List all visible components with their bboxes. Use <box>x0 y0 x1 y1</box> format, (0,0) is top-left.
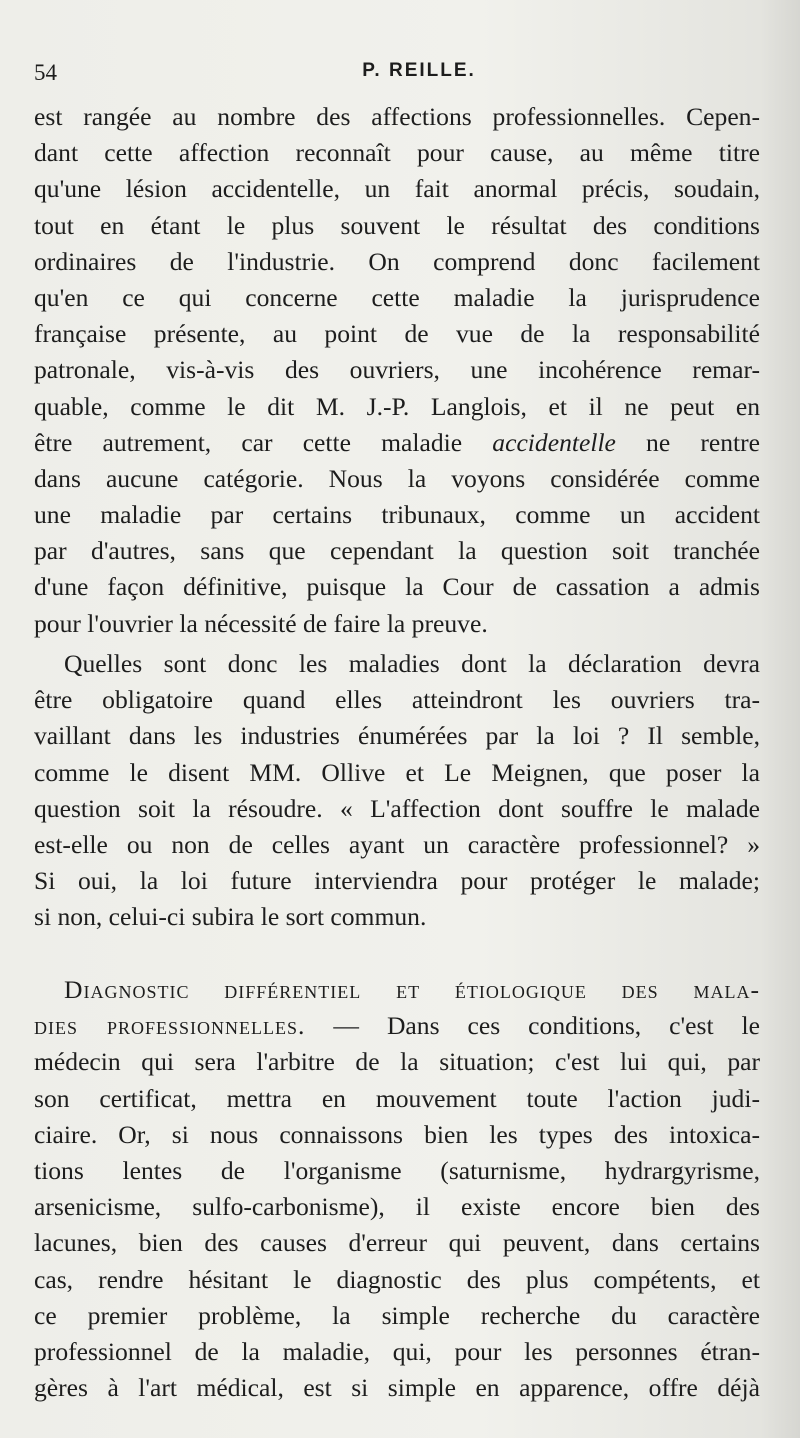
text-line: dant cette affection reconnaît pour cause, au même titre <box>34 138 760 168</box>
text-line: pour l'ouvrier la nécessité de faire la preuve. <box>34 608 488 638</box>
text-segment: être autrement, car cette maladie <box>34 427 463 457</box>
text-line: ordinaires de l'industrie. On comprend donc facilement <box>34 246 760 276</box>
text-line: tions lentes de l'organisme (saturnisme, hydrargyrisme, <box>34 1155 760 1185</box>
text-line-mixed <box>34 425 760 461</box>
section-heading: Diagnostic différentiel et étiologique des mala- <box>64 975 760 1004</box>
text-line: professionnel de la maladie, qui, pour les personnes étran- <box>34 1336 760 1366</box>
text-line: vaillant dans les industries énumérées par la loi ? Il semble, <box>34 721 760 751</box>
paragraph-1 <box>34 99 760 642</box>
section-heading-cont: dies professionnelles. <box>34 1011 306 1041</box>
text-line: tout en étant le plus souvent le résultat des conditions <box>34 210 760 240</box>
text-line: Si oui, la loi future interviendra pour protéger le malade; <box>34 866 760 896</box>
text-line: ce premier problème, la simple recherche du caractère <box>34 1300 760 1330</box>
text-line: gères à l'art médical, est si simple en apparence, offre déjà <box>34 1373 760 1403</box>
text-line: comme le disent MM. Ollive et Le Meignen, que poser la <box>34 757 760 787</box>
italic-term: accidentelle <box>492 427 616 457</box>
text-line: est-elle ou non de celles ayant un caractère professionnel? » <box>34 829 760 859</box>
text-line: lacunes, bien des causes d'erreur qui peuvent, dans certains <box>34 1228 760 1258</box>
page-number: 54 <box>34 60 57 85</box>
text-line: si non, celui-ci subira le sort commun. <box>34 902 427 932</box>
text-line: question soit la résoudre. « L'affection dont souffre le malade <box>34 793 760 823</box>
text-line: est rangée au nombre des affections professionnelles. Cepen- <box>34 102 760 131</box>
paragraph-2 <box>34 646 760 936</box>
text-line: dans aucune catégorie. Nous la voyons considérée comme <box>34 463 760 493</box>
text-line: son certificat, mettra en mouvement toute l'action judi- <box>34 1083 760 1113</box>
page-header <box>34 60 774 94</box>
text-line: qu'une lésion accidentelle, un fait anormal précis, soudain, <box>34 174 760 204</box>
text-line: cas, rendre hésitant le diagnostic des plus compétents, et <box>34 1264 760 1294</box>
text-line: quable, comme le dit M. J.-P. Langlois, et il ne peut en <box>34 391 760 421</box>
running-head: P. REILLE. <box>362 60 476 81</box>
text-line: patronale, vis-à-vis des ouvriers, une incohérence remar- <box>34 355 760 385</box>
text-line: une maladie par certains tribunaux, comme un accident <box>34 500 760 530</box>
text-segment: ne rentre <box>615 427 761 457</box>
text-line: Quelles sont donc les maladies dont la déclaration devra <box>64 649 760 678</box>
text-line: qu'en ce qui concerne cette maladie la jurisprudence <box>34 282 760 312</box>
text-line: par d'autres, sans que cependant la question soit tranchée <box>34 536 760 566</box>
text-line: ciaire. Or, si nous connaissons bien les types des intoxica- <box>34 1119 760 1149</box>
text-line: être obligatoire quand elles atteindront les ouvriers tra- <box>34 685 760 715</box>
text-segment: — Dans ces conditions, c'est le <box>305 1011 761 1041</box>
text-line: française présente, au point de vue de la responsabilité <box>34 319 760 349</box>
paragraph-3 <box>34 972 760 1406</box>
text-line: médecin qui sera l'arbitre de la situation; c'est lui qui, par <box>34 1047 760 1077</box>
text-line: arsenicisme, sulfo-carbonisme), il existe encore bien des <box>34 1192 760 1222</box>
text-line-mixed <box>34 1008 760 1044</box>
text-line: d'une façon définitive, puisque la Cour de cassation a admis <box>34 572 760 602</box>
